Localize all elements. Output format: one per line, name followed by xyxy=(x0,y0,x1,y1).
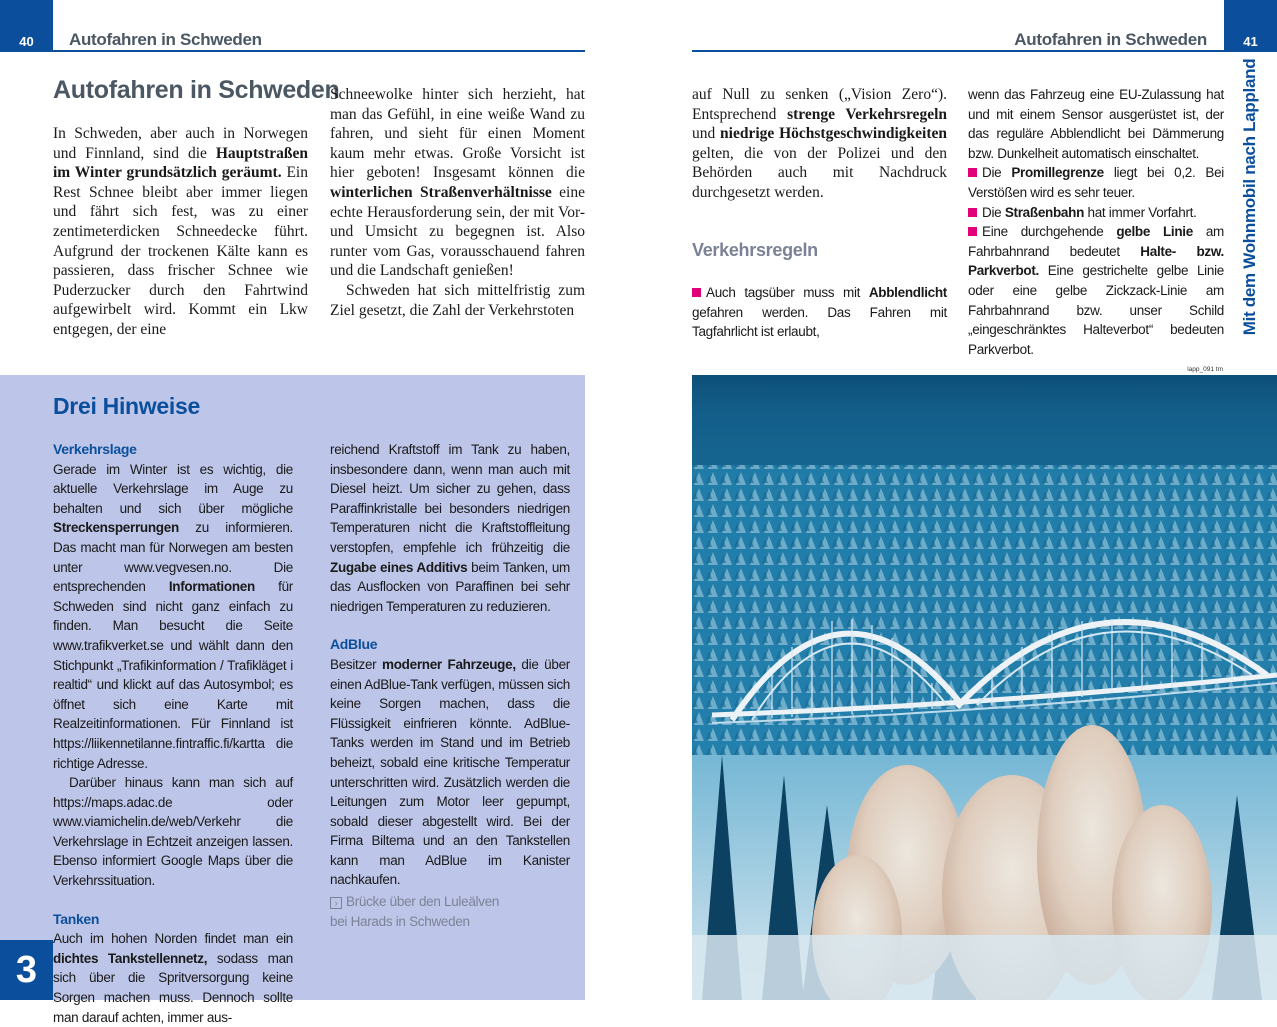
sidebar-paragraph: Auch im hohen Norden findet man ein dichtes Tankstellennetz, sodass man sich über die Spritversorgung keine Sorgen machen muss. Dennoch sollte man darauf achten, immer aus- xyxy=(53,931,293,1025)
sidebar-title: Drei Hinweise xyxy=(53,393,200,419)
bridge-photo xyxy=(692,375,1277,1000)
sidebar-column-2 xyxy=(330,440,570,890)
side-tab xyxy=(1224,52,1277,362)
sidebar-column-1 xyxy=(53,440,293,1027)
article-paragraph: Schneewolke hinter sich herzieht, hat man das Gefühl, in eine weiße Wand zu fahren, und sieht für einen Moment kaum mehr etwas. Große Vorsicht ist hier geboten! Insgesamt können die winterlichen Straßenverhältnisse eine echte Herausforderung sein, der mit Vor- und Umsicht zu begegnen ist. Also runter vom Gas, vorausschauend fahren und die Landschaft genießen! xyxy=(330,86,585,280)
article-heading: Autofahren in Schweden xyxy=(53,76,340,104)
photo-caption xyxy=(330,892,570,931)
sidebar-paragraph: Darüber hinaus kann man sich auf https://maps.adac.de oder www.viamichelin.de/web/Verkehr die Verkehrslage in Echtzeit anzeigen lassen. Ebenso informiert Google Maps über die Verkehrssituation. xyxy=(53,775,293,889)
rule-item-1 xyxy=(692,283,947,342)
page-number-right: 41 xyxy=(1224,0,1277,52)
bridge-photo-illustration xyxy=(692,375,1277,1000)
sidebar-subheading: AdBlue xyxy=(330,636,378,653)
article-paragraph: Schweden hat sich mittelfristig zum Ziel gesetzt, die Zahl der Verkehrstoten xyxy=(330,281,585,319)
sidebar-paragraph: reichend Kraftstoff im Tank zu haben, insbesondere dann, wenn man auch mit Diesel heizt. Um sicher zu gehen, dass Paraffinkristalle bei besonders niedrigen Temperaturen nicht die Kraftstoffleitung verstopfen, empfehle ich frühzeitig die Zugabe eines Additivs beim Tanken, um das Ausflocken von Paraffinen bei sehr niedrigen Temperaturen zu reduzieren. xyxy=(330,442,570,614)
header-rule-left xyxy=(53,50,585,52)
running-head-left: Autofahren in Schweden xyxy=(69,30,262,49)
rule-item-2: Die Promillegrenze liegt bei 0,2. Bei Verstößen wird es sehr teuer. xyxy=(968,165,1224,200)
rule-item-4: Eine durchgehende gelbe Linie am Fahrbahnrand bedeutet Halte- bzw. Parkverbot. Eine gestrichelte gelbe Linie oder eine gelbe Zickzack-Linie am Fahrbahnrand bzw. unser Schild „eingeschränktes Halteverbot“ bedeuten Parkverbot. xyxy=(968,224,1225,357)
section-subheading: Verkehrsregeln xyxy=(692,240,818,260)
right-column-2 xyxy=(968,85,1224,359)
chapter-number: 3 xyxy=(15,948,38,991)
sidebar-subheading: Tanken xyxy=(53,910,100,927)
sidebar-paragraph: Gerade im Winter ist es wichtig, die aktuelle Verkehrslage im Auge zu behalten und sich über mögliche Streckensperrungen zu informieren. Das macht man für Norwegen am besten unter www.vegvesen.no. Die entsprechenden Informationen für Schweden sind nicht ganz einfach zu finden. Man besucht die Seite www.trafikverket.se und wählt dann den Stichpunkt „Trafikinformation / Trafikläget i realtid“ und klickt auf das Autosymbol; es öffnet sich eine Karte mit Realzeitinformationen. Für Finnland ist https://liikennetilanne.fintraffic.fi/kartta die richtige Adresse. xyxy=(53,461,293,771)
right-column-1 xyxy=(692,85,947,203)
chapter-tab xyxy=(0,940,53,1000)
sidebar-paragraph: Besitzer moderner Fahrzeuge, die über einen AdBlue-Tank verfügen, müssen sich keine Sorgen machen, dass die Flüssigkeit einfrieren könnte. AdBlue-Tanks werden im Stand und im Betrieb beheizt, sobald eine kritische Temperatur unterschritten wird. Zusätzlich werden die Leitungen zum Motor leer gepumpt, sobald dieser abgestellt wird. Bei der Firma Biltema und an den Tankstellen kann man AdBlue im Kanister nachkaufen. xyxy=(330,656,570,888)
rule-text: Auch tagsüber muss mit Abblendlicht gefahren werden. Das Fahren mit Tagfahrlicht ist erlaubt, xyxy=(692,285,947,340)
article-paragraph: In Schweden, aber auch in Norwegen und Finnland, sind die Hauptstraßen im Winter grundsätzlich geräumt. Ein Rest Schnee bleibt aber immer liegen und fährt sich fest, was zu einer zentimeterdicken Schneedecke führt. Aufgrund der trockenen Kälte kann es passieren, dass frischer Schnee wie Puderzucker durch den Fahrtwind aufgewirbelt wird. Kommt ein Lkw entgegen, der eine xyxy=(53,125,308,338)
rule-continuation: wenn das Fahrzeug eine EU-Zulassung hat und mit einem Sensor ausgerüstet ist, der das reguläre Abblendlicht bei Dämmerung bzw. Dunkelheit automatisch einschaltet. xyxy=(968,87,1224,161)
rule-item-3: Die Straßenbahn hat immer Vorfahrt. xyxy=(968,203,1224,223)
bullet-icon xyxy=(968,227,977,236)
page-number-left: 40 xyxy=(0,0,53,52)
caption-line-1: Brücke über den Luleälven xyxy=(346,894,500,909)
sidebar-subheading: Verkehrslage xyxy=(53,441,137,457)
caption-line-2: bei Harads in Schweden xyxy=(330,913,470,929)
header-rule-right xyxy=(692,50,1224,52)
photo-credit: lapp_091 tm xyxy=(1187,366,1223,373)
caption-arrow-icon: › xyxy=(330,897,342,909)
article-paragraph: auf Null zu senken („Vision Zero“). Entsprechend strenge Verkehrsregeln und niedrige Höchstgeschwindigkeiten gelten, die von der Polizei und den Behörden auch mit Nachdruck durchgesetzt werden. xyxy=(692,86,948,201)
running-head-right: Autofahren in Schweden xyxy=(1014,30,1207,49)
bullet-icon xyxy=(968,168,977,177)
article-column-2 xyxy=(330,85,585,320)
side-tab-label: Mit dem Wohnmobil nach Lappland xyxy=(1240,58,1259,336)
bullet-icon xyxy=(968,208,977,217)
bullet-icon xyxy=(692,288,701,297)
article-column-1 xyxy=(53,124,308,340)
